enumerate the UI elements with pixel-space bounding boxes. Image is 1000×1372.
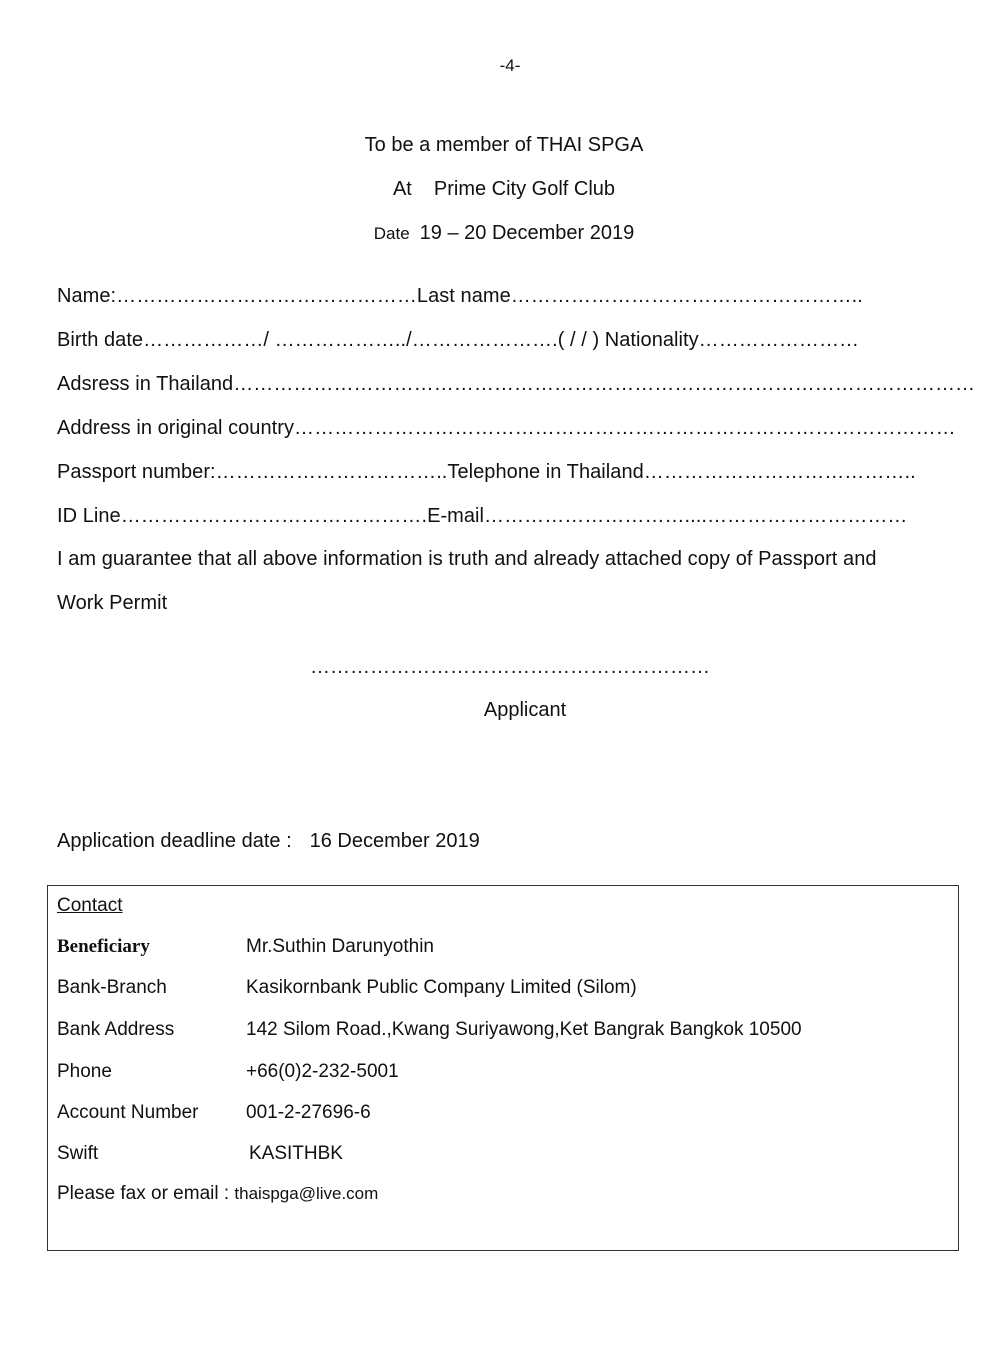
venue-line — [0, 178, 1000, 201]
swift-value: KASITHBK — [249, 1143, 343, 1164]
bank-address-label: Bank Address — [57, 1019, 175, 1040]
name-field-line: Name:………………………………………Last name…………………………………………….. — [57, 285, 863, 307]
phone-value: +66(0)2-232-5001 — [246, 1061, 399, 1082]
bank-address-value: 142 Silom Road.,Kwang Suriyawong,Ket Bangrak Bangkok 10500 — [246, 1019, 802, 1040]
swift-label: Swift — [57, 1143, 99, 1164]
fax-email-label: Please fax or email : — [57, 1183, 230, 1204]
beneficiary-value: Mr.Suthin Darunyothin — [246, 936, 434, 957]
bank-branch-value: Kasikornbank Public Company Limited (Silom) — [246, 977, 637, 998]
guarantee-text-1: I am guarantee that all above information is truth and already attached copy of Passport and — [57, 548, 877, 570]
account-number-value: 001-2-27696-6 — [246, 1102, 371, 1123]
deadline-label: Application deadline date : — [57, 830, 292, 852]
phone-label: Phone — [57, 1061, 112, 1082]
bank-branch-label: Bank-Branch — [57, 977, 167, 998]
address-thailand-field-line: Adsress in Thailand………………………………………………………………………………………………… — [57, 373, 976, 395]
id-line-field-line: ID Line……………………………………….E-mail…………………………....………………………… — [57, 505, 908, 527]
signature-line: …………………………………………………… — [310, 656, 710, 678]
title-line: To be a member of THAI SPGA — [364, 134, 644, 156]
date-line — [0, 222, 1000, 245]
date-prefix: Date — [373, 224, 410, 243]
guarantee-text-2: Work Permit — [57, 592, 168, 614]
beneficiary-label: Beneficiary — [57, 936, 150, 957]
passport-field-line: Passport number:……………………………..Telephone in Thailand………………………………….. — [57, 461, 916, 483]
application-deadline — [57, 830, 480, 853]
account-number-label: Account Number — [57, 1102, 199, 1123]
fax-email-value: thaispga@live.com — [234, 1184, 379, 1203]
deadline-value: 16 December 2019 — [309, 830, 480, 852]
contact-title: Contact — [57, 895, 123, 916]
fax-email-line — [57, 1183, 378, 1205]
address-original-field-line: Address in original country……………………………………………………………………………………… — [57, 417, 956, 439]
signature-label: Applicant — [483, 699, 567, 721]
event-date: 19 – 20 December 2019 — [419, 222, 635, 244]
venue-prefix: At — [392, 178, 412, 200]
venue-name: Prime City Golf Club — [433, 178, 616, 200]
page-number: -4- — [499, 56, 521, 75]
birth-date-field-line: Birth date………………/ ………………../………………….( / / ) Nationality…………………… — [57, 329, 860, 351]
